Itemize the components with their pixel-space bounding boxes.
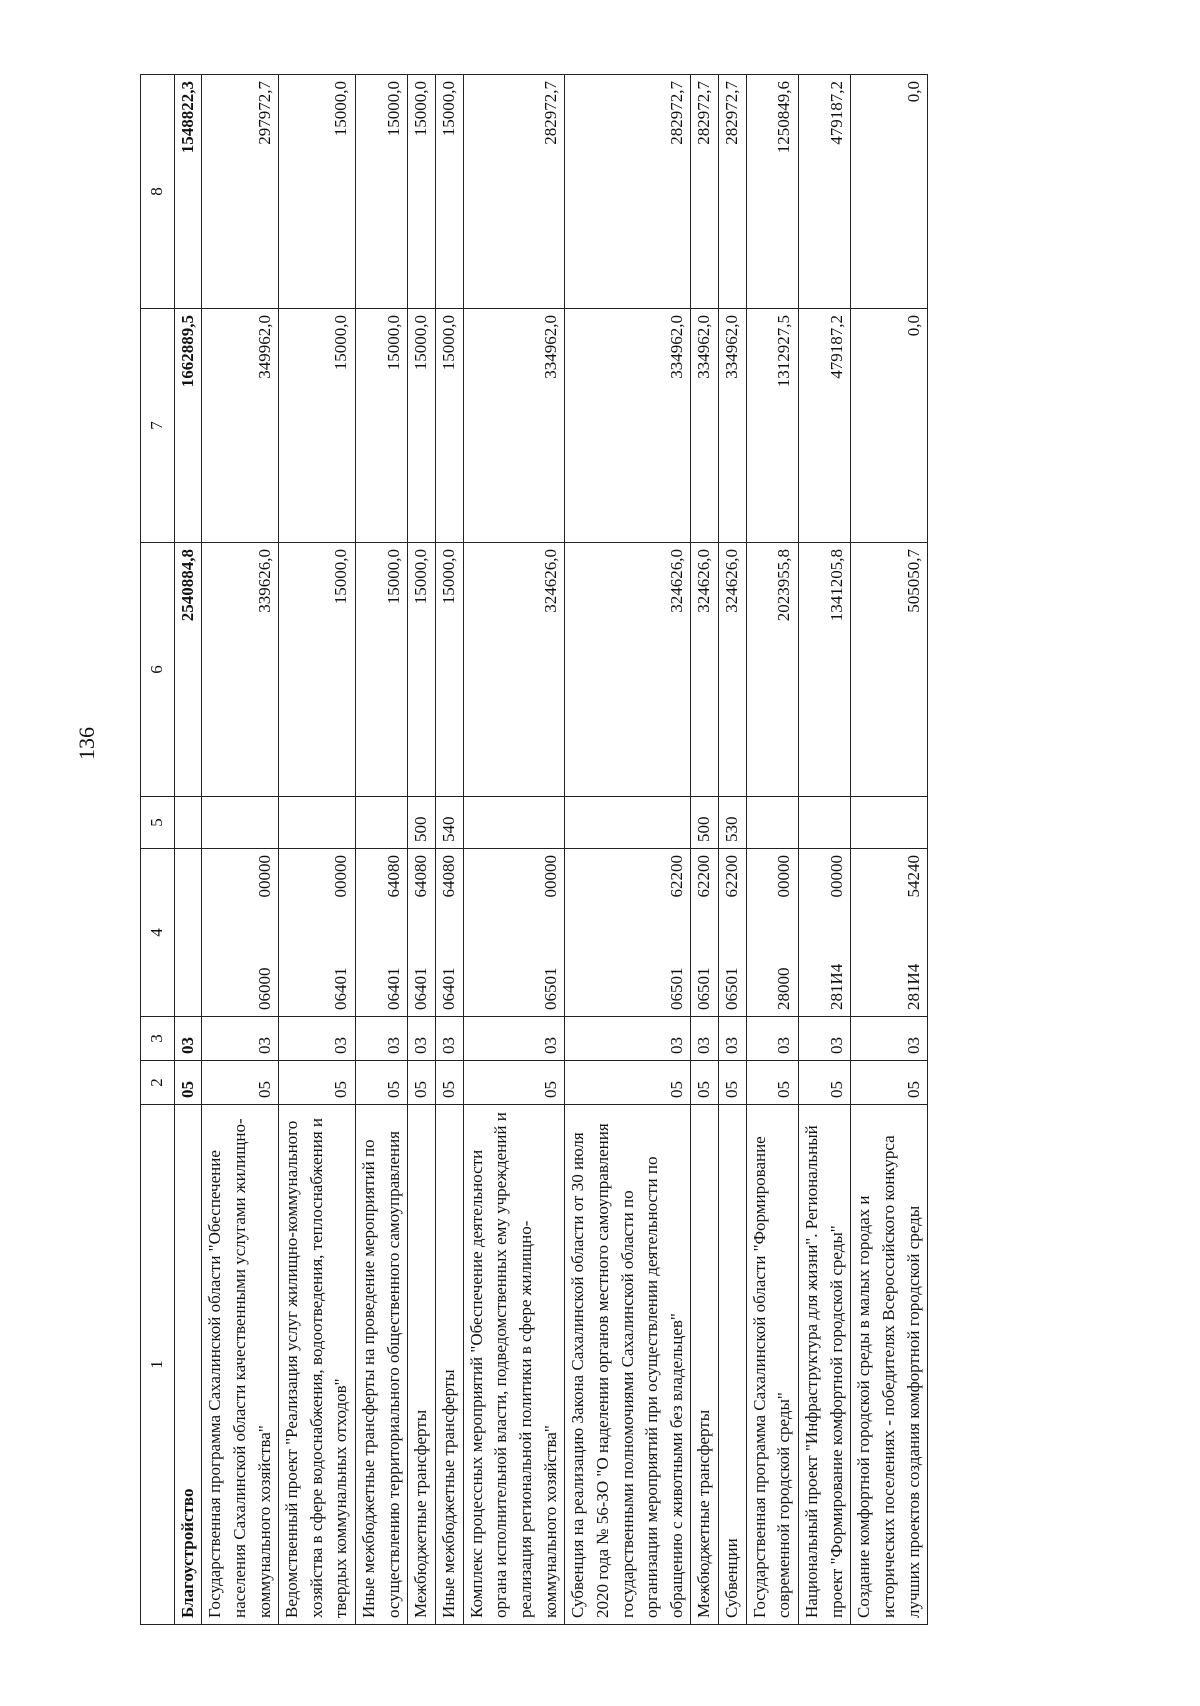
row-amount-7: 1662889,5 — [174, 309, 202, 543]
row-target-article — [408, 849, 436, 1017]
row-amount-6: 1341205,8 — [799, 543, 851, 797]
target-direction-code: 64080 — [383, 855, 403, 898]
row-target-article — [691, 849, 719, 1017]
row-section: 05 — [799, 1061, 851, 1105]
row-amount-6: 15000,0 — [356, 543, 408, 797]
row-target-article — [463, 849, 565, 1017]
row-section: 05 — [565, 1061, 691, 1105]
row-amount-8: 0,0 — [851, 75, 928, 309]
row-expense-type — [746, 797, 798, 849]
target-program-code: 06401 — [383, 967, 403, 1010]
row-amount-8: 282972,7 — [463, 75, 565, 309]
page-number: 136 — [74, 727, 99, 760]
col-header-6: 6 — [141, 543, 175, 797]
row-subsection: 03 — [356, 1017, 408, 1061]
row-section: 05 — [851, 1061, 928, 1105]
row-name: Иные межбюджетные трансферты — [436, 1105, 464, 1625]
target-direction-code: 62200 — [694, 855, 714, 898]
row-expense-type — [356, 797, 408, 849]
row-amount-8: 282972,7 — [691, 75, 719, 309]
row-amount-7: 349962,0 — [202, 309, 279, 543]
row-amount-6: 324626,0 — [691, 543, 719, 797]
col-header-7: 7 — [141, 309, 175, 543]
target-program-code: 06501 — [722, 967, 742, 1010]
target-direction-code: 00000 — [826, 855, 846, 898]
row-name: Государственная программа Сахалинской области "Формирование современной городской среды" — [746, 1105, 798, 1625]
row-expense-type — [851, 797, 928, 849]
row-amount-7: 15000,0 — [356, 309, 408, 543]
col-header-3: 3 — [141, 1017, 175, 1061]
row-amount-8: 15000,0 — [436, 75, 464, 309]
row-target-article — [279, 849, 356, 1017]
budget-table — [140, 74, 928, 1625]
row-target-article — [719, 849, 747, 1017]
row-subsection: 03 — [202, 1017, 279, 1061]
table-row — [851, 75, 928, 1625]
row-amount-8: 15000,0 — [279, 75, 356, 309]
row-amount-6: 15000,0 — [408, 543, 436, 797]
row-amount-7: 334962,0 — [719, 309, 747, 543]
row-subsection: 03 — [463, 1017, 565, 1061]
row-amount-8: 282972,7 — [719, 75, 747, 309]
row-name: Межбюджетные трансферты — [691, 1105, 719, 1625]
row-amount-6: 15000,0 — [279, 543, 356, 797]
row-amount-7: 334962,0 — [565, 309, 691, 543]
row-amount-6: 2023955,8 — [746, 543, 798, 797]
row-amount-6: 2540884,8 — [174, 543, 202, 797]
row-target-article — [436, 849, 464, 1017]
row-expense-type — [279, 797, 356, 849]
col-header-5: 5 — [141, 797, 175, 849]
target-direction-code: 62200 — [722, 855, 742, 898]
col-header-2: 2 — [141, 1061, 175, 1105]
table-row — [279, 75, 356, 1625]
row-subsection: 03 — [565, 1017, 691, 1061]
row-amount-8: 15000,0 — [356, 75, 408, 309]
table-row — [356, 75, 408, 1625]
col-header-1: 1 — [141, 1105, 175, 1625]
rotated-table-container — [140, 75, 1075, 1625]
row-amount-6: 324626,0 — [565, 543, 691, 797]
row-amount-8: 479187,2 — [799, 75, 851, 309]
row-name: Ведомственный проект "Реализация услуг жилищно-коммунального хозяйства в сфере водоснабжения, водоотведения, теплоснабжения и твердых коммунальных отходов" — [279, 1105, 356, 1625]
target-direction-code: 62200 — [666, 855, 686, 898]
row-target-article — [799, 849, 851, 1017]
target-program-code: 06000 — [254, 967, 274, 1010]
row-amount-7: 15000,0 — [279, 309, 356, 543]
row-amount-7: 334962,0 — [463, 309, 565, 543]
row-name: Межбюджетные трансферты — [408, 1105, 436, 1625]
row-amount-8: 297972,7 — [202, 75, 279, 309]
row-amount-6: 324626,0 — [463, 543, 565, 797]
table-row — [799, 75, 851, 1625]
row-section: 05 — [746, 1061, 798, 1105]
row-expense-type — [565, 797, 691, 849]
row-amount-8: 15000,0 — [408, 75, 436, 309]
row-target-article — [356, 849, 408, 1017]
row-name: Субвенция на реализацию Закона Сахалинской области от 30 июля 2020 года № 56-ЗО "О наделении органов местного самоуправления государственными полномочиями Сахалинской области по организации мероприятий при осуществлении деятельности по обращению с животными без владельцев" — [565, 1105, 691, 1625]
row-target-article — [565, 849, 691, 1017]
row-section: 05 — [174, 1061, 202, 1105]
row-amount-8: 1548822,3 — [174, 75, 202, 309]
row-name: Национальный проект "Инфраструктура для жизни". Региональный проект "Формирование комфортной городской среды" — [799, 1105, 851, 1625]
row-amount-7: 15000,0 — [408, 309, 436, 543]
target-program-code: 06501 — [694, 967, 714, 1010]
row-amount-6: 15000,0 — [436, 543, 464, 797]
row-expense-type: 530 — [719, 797, 747, 849]
row-name: Благоустройство — [174, 1105, 202, 1625]
row-name: Комплекс процессных мероприятий "Обеспечение деятельности органа исполнительной власти, подведомственных ему учреждений и реализация региональной политики в сфере жилищно-коммунального хозяйства" — [463, 1105, 565, 1625]
row-section: 05 — [436, 1061, 464, 1105]
row-section: 05 — [691, 1061, 719, 1105]
target-direction-code: 00000 — [774, 855, 794, 898]
row-amount-7: 479187,2 — [799, 309, 851, 543]
row-expense-type: 500 — [408, 797, 436, 849]
row-subsection: 03 — [719, 1017, 747, 1061]
row-amount-8: 282972,7 — [565, 75, 691, 309]
row-name: Иные межбюджетные трансферты на проведение мероприятий по осуществлению территориального общественного самоуправления — [356, 1105, 408, 1625]
table-row — [719, 75, 747, 1625]
row-subsection: 03 — [174, 1017, 202, 1061]
table-row — [436, 75, 464, 1625]
target-direction-code: 00000 — [254, 855, 274, 898]
row-target-article — [174, 849, 202, 1017]
table-row — [746, 75, 798, 1625]
row-name: Государственная программа Сахалинской области "Обеспечение населения Сахалинской области качественными услугами жилищно-коммунального хозяйства" — [202, 1105, 279, 1625]
row-section: 05 — [202, 1061, 279, 1105]
table-row — [408, 75, 436, 1625]
target-program-code: 06401 — [411, 967, 431, 1010]
row-expense-type — [799, 797, 851, 849]
row-amount-7: 0,0 — [851, 309, 928, 543]
target-program-code: 06501 — [666, 967, 686, 1010]
row-target-article — [202, 849, 279, 1017]
row-subsection: 03 — [436, 1017, 464, 1061]
row-expense-type: 540 — [436, 797, 464, 849]
row-section: 05 — [356, 1061, 408, 1105]
row-amount-6: 339626,0 — [202, 543, 279, 797]
row-target-article — [851, 849, 928, 1017]
target-direction-code: 00000 — [540, 855, 560, 898]
row-subsection: 03 — [408, 1017, 436, 1061]
row-subsection: 03 — [799, 1017, 851, 1061]
target-program-code: 28000 — [774, 967, 794, 1010]
table-row — [691, 75, 719, 1625]
row-expense-type: 500 — [691, 797, 719, 849]
row-subsection: 03 — [851, 1017, 928, 1061]
row-section: 05 — [279, 1061, 356, 1105]
row-section: 05 — [463, 1061, 565, 1105]
row-expense-type — [463, 797, 565, 849]
table-row — [202, 75, 279, 1625]
row-subsection: 03 — [691, 1017, 719, 1061]
target-program-code: 06401 — [331, 967, 351, 1010]
header-row — [141, 75, 175, 1625]
table-row — [174, 75, 202, 1625]
row-amount-8: 1250849,6 — [746, 75, 798, 309]
row-expense-type — [174, 797, 202, 849]
row-expense-type — [202, 797, 279, 849]
row-amount-7: 15000,0 — [436, 309, 464, 543]
row-name: Создание комфортной городской среды в малых городах и исторических поселениях - победителях Всероссийского конкурса лучших проектов создания комфортной городской среды — [851, 1105, 928, 1625]
target-program-code: 06401 — [439, 967, 459, 1010]
target-program-code: 281И4 — [826, 963, 846, 1010]
target-direction-code: 54240 — [903, 855, 923, 898]
table-row — [463, 75, 565, 1625]
target-program-code: 281И4 — [903, 963, 923, 1010]
row-section: 05 — [719, 1061, 747, 1105]
target-direction-code: 64080 — [439, 855, 459, 898]
row-name: Субвенции — [719, 1105, 747, 1625]
row-subsection: 03 — [279, 1017, 356, 1061]
row-target-article — [746, 849, 798, 1017]
row-subsection: 03 — [746, 1017, 798, 1061]
col-header-4: 4 — [141, 849, 175, 1017]
target-direction-code: 64080 — [411, 855, 431, 898]
row-amount-6: 505050,7 — [851, 543, 928, 797]
row-amount-6: 324626,0 — [719, 543, 747, 797]
row-amount-7: 334962,0 — [691, 309, 719, 543]
table-row — [565, 75, 691, 1625]
target-program-code: 06501 — [540, 967, 560, 1010]
col-header-8: 8 — [141, 75, 175, 309]
row-section: 05 — [408, 1061, 436, 1105]
target-direction-code: 00000 — [331, 855, 351, 898]
row-amount-7: 1312927,5 — [746, 309, 798, 543]
